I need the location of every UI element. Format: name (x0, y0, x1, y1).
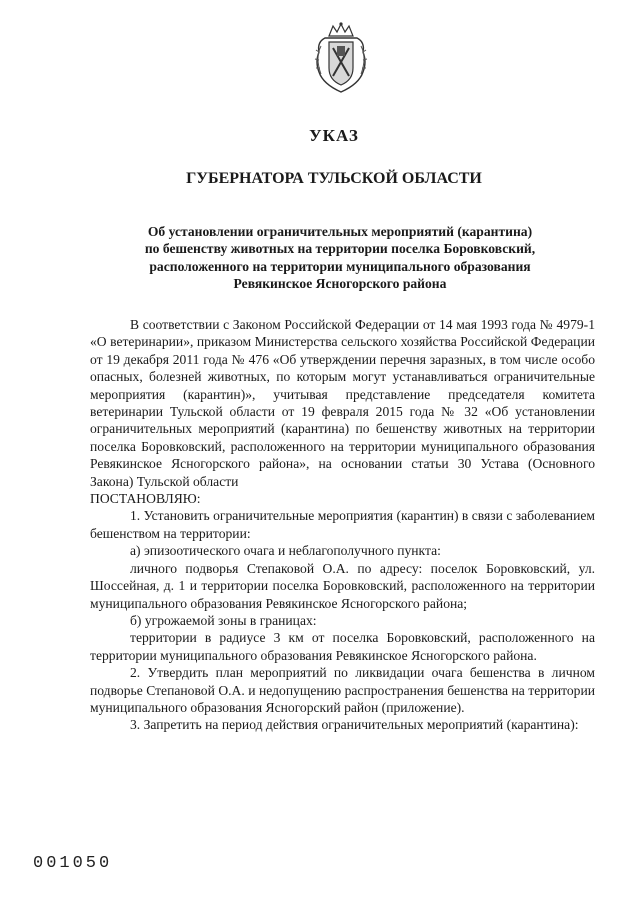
issuer-title: ГУБЕРНАТОРА ТУЛЬСКОЙ ОБЛАСТИ (186, 170, 482, 187)
item-1: 1. Установить ограничительные мероприятия (карантин) в связи с заболеванием бешенством на территории: (90, 508, 595, 541)
item-3: 3. Запретить на период действия ограничительных мероприятий (карантина): (130, 717, 579, 733)
subject-line: Об установлении ограничительных мероприятий (карантина) (147, 224, 533, 239)
item-2: 2. Утвердить план мероприятий по ликвидации очага бешенства в личном подворье Степановой О.А. и недопущению распространения бешенства на территории муниципального образования Ясногорский район (приложение). (90, 665, 595, 715)
decree-word: ПОСТАНОВЛЯЮ: (90, 491, 201, 507)
item-1b-text: территории в радиусе 3 км от поселка Боровковский, расположенного на территории муниципального образования Ревякинское Ясногорского района. (90, 630, 595, 663)
decree-body (90, 316, 595, 734)
subject-line: расположенного на территории муниципального образования (149, 258, 531, 274)
item-1a: а) эпизоотического очага и неблагополучного пункта: (130, 543, 441, 559)
decree-subject (105, 223, 575, 293)
subject-line: по бешенству животных на территории поселка Боровковский, (144, 241, 536, 257)
preamble-paragraph: В соответствии с Законом Российской Федерации от 14 мая 1993 года № 4979-1 «О ветеринарии», приказом Министерства сельского хозяйства Российской Федерации от 19 декабря 2011 года № 476 «Об утверждении перечня заразных, в том числе особо опасных, болезней животных, по которым могут устанавливаться ограничительные мероприятия (карантин)», учитывая представление председателя комитета ветеринарии Тульской области от 19 февраля 2015 года № 32 «Об установлении ограничительных мероприятий (карантина) по бешенству животных на территории поселка Боровковский, расположенного на территории муниципального образования Ревякинское Ясногорского района», на основании статьи 30 Устава (Основного Закона) Тульской области (90, 317, 595, 489)
item-1a-text: личного подворья Степаковой О.А. по адресу: поселок Боровковский, ул. Шоссейная, д. 1 и территории поселка Боровковский, расположенного на территории муниципального образования Ревякинское Ясногорского района; (90, 560, 595, 611)
coat-of-arms-icon (311, 22, 371, 96)
item-1b: б) угрожаемой зоны в границах: (130, 612, 317, 628)
subject-line: Ревякинское Ясногорского района (233, 276, 447, 292)
document-type-title: УКАЗ (309, 126, 359, 145)
serial-number: 001050 (33, 854, 113, 873)
